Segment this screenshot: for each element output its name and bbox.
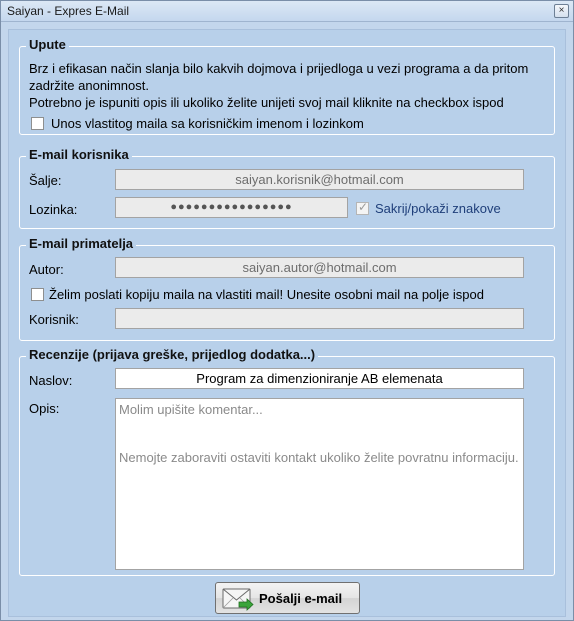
- review-title: Recenzije (prijava greške, prijedlog dodatka...): [26, 347, 318, 362]
- author-label: Autor:: [29, 262, 64, 277]
- instructions-group: [19, 37, 555, 135]
- copy-mail-checkbox[interactable]: [31, 288, 44, 301]
- window-title: Saiyan - Expres E-Mail: [7, 4, 130, 18]
- description-textarea[interactable]: Molim upišite komentar... Nemojte zaboraviti ostaviti kontakt ukoliko želite povratnu informaciju.: [115, 398, 524, 570]
- from-field[interactable]: saiyan.korisnik@hotmail.com: [115, 169, 524, 190]
- from-label: Šalje:: [29, 173, 62, 188]
- own-mail-checkbox[interactable]: [31, 117, 44, 130]
- author-field[interactable]: saiyan.autor@hotmail.com: [115, 257, 524, 278]
- show-chars-label[interactable]: Sakrij/pokaži znakove: [375, 201, 501, 216]
- instructions-line-2: zadržite anonimnost.: [29, 78, 149, 93]
- subject-label: Naslov:: [29, 373, 73, 388]
- review-group: [19, 347, 555, 576]
- description-label: Opis:: [29, 401, 60, 416]
- show-chars-checkbox[interactable]: [356, 202, 369, 215]
- title-bar[interactable]: [1, 1, 573, 22]
- own-mail-checkbox-label[interactable]: Unos vlastitog maila sa korisničkim imenom i lozinkom: [51, 116, 364, 131]
- password-field[interactable]: ●●●●●●●●●●●●●●●●: [115, 197, 348, 218]
- sender-group: [19, 147, 555, 229]
- user-label: Korisnik:: [29, 312, 79, 327]
- envelope-send-icon: [222, 587, 254, 611]
- instructions-line-1: Brz i efikasan način slanja bilo kakvih dojmova i prijedloga u vezi programa a da pritom: [29, 61, 529, 76]
- send-button-label: Pošalji e-mail: [259, 591, 343, 606]
- form-panel: [8, 29, 566, 617]
- close-icon: ×: [558, 5, 565, 16]
- recipient-title: E-mail primatelja: [26, 236, 136, 251]
- password-label: Lozinka:: [29, 202, 78, 217]
- instructions-title: Upute: [26, 37, 69, 52]
- subject-field[interactable]: Program za dimenzioniranje AB elemenata: [115, 368, 524, 389]
- recipient-group: [19, 236, 555, 341]
- close-button[interactable]: [554, 4, 569, 18]
- send-email-button[interactable]: [215, 582, 360, 614]
- copy-mail-label[interactable]: Želim poslati kopiju maila na vlastiti mail! Unesite osobni mail na polje ispod: [49, 287, 484, 302]
- instructions-line-3: Potrebno je ispuniti opis ili ukoliko želite unijeti svoj mail kliknite na checkbox ispod: [29, 95, 504, 110]
- user-field[interactable]: [115, 308, 524, 329]
- sender-title: E-mail korisnika: [26, 147, 132, 162]
